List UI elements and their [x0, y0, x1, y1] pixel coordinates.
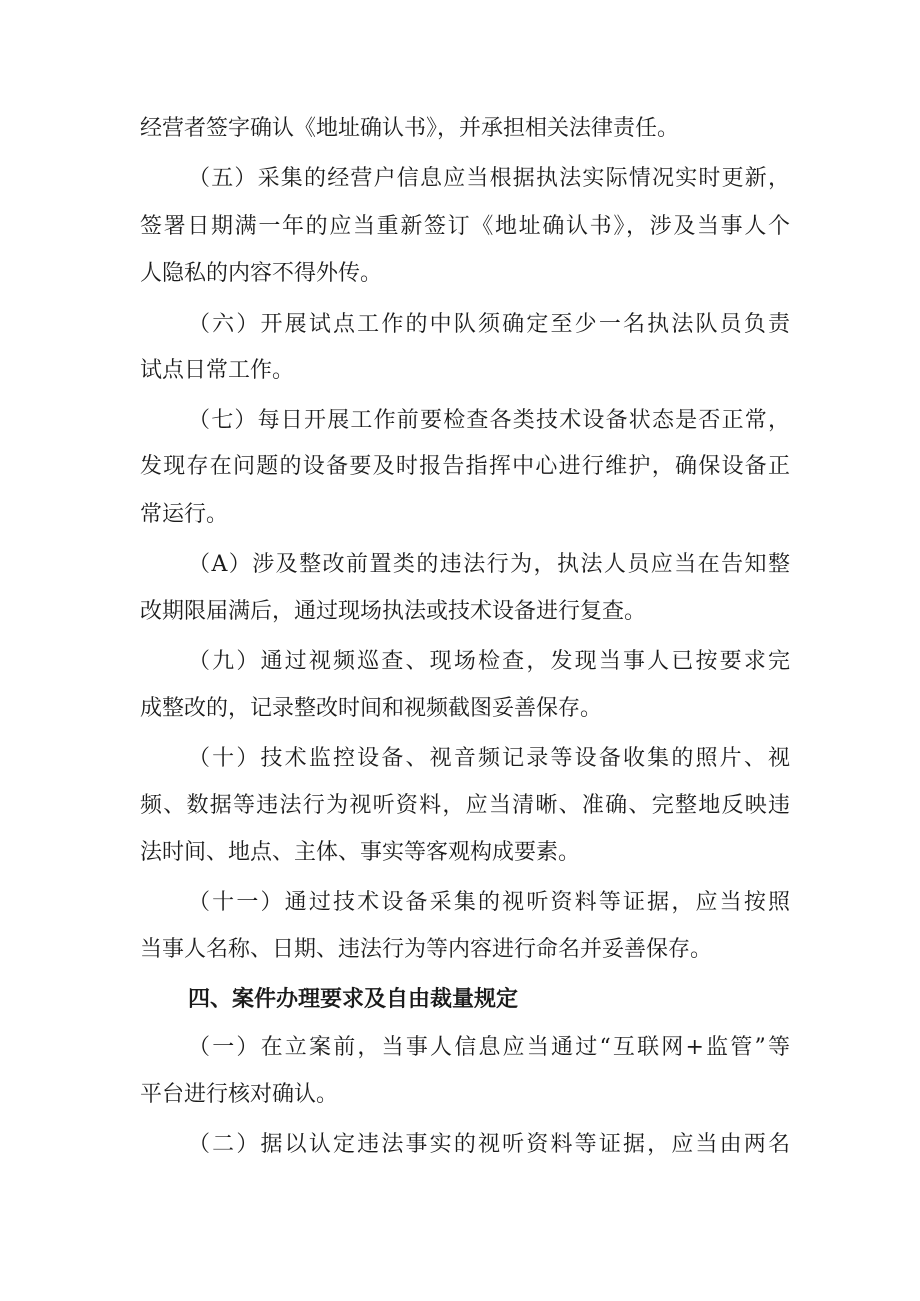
paragraph-9-line-1: （九）通过视频巡查、现场检查，发现当事人已按要求完 [188, 649, 790, 674]
text-line: 签署日期满一年的应当重新签订《地址确认书》，涉及当事人个 [140, 214, 790, 239]
paragraph-7-line-1: （七）每日开展工作前要检查各类技术设备状态是否正常， [188, 408, 790, 433]
text-line: 频、数据等违法行为视听资料，应当清晰、准确、完整地反映违 [140, 793, 790, 818]
paragraph-5-line-1: （五）采集的经营户信息应当根据执法实际情况实时更新， [188, 166, 790, 191]
text-line: 经营者签字确认《地址确认书》，并承担相关法律责任。 [140, 116, 680, 141]
section-4-paragraph-2-line-1: （二）据以认定违法事实的视听资料等证据，应当由两名 [188, 1132, 790, 1157]
paragraph-10-line-1: （十）技术监控设备、视音频记录等设备收集的照片、视 [188, 746, 790, 771]
paragraph-8-line-1: （A）涉及整改前置类的违法行为，执法人员应当在告知整 [188, 552, 790, 577]
text-line: 发现存在问题的设备要及时报告指挥中心进行维护，确保设备正 [140, 454, 790, 479]
text-line: 试点日常工作。 [140, 358, 295, 383]
paragraph-6-line-1: （六）开展试点工作的中队须确定至少一名执法队员负责 [188, 312, 790, 337]
section-heading: 四、案件办理要求及自由裁量规定 [188, 987, 519, 1012]
section-4-paragraph-1-line-1: （一）在立案前，当事人信息应当通过“互联网+监管”等 [188, 1035, 790, 1060]
text-line: 当事人名称、日期、违法行为等内容进行命名并妥善保存。 [140, 937, 713, 962]
text-line: 平台进行核对确认。 [140, 1082, 339, 1107]
text-line: 法时间、地点、主体、事实等客观构成要素。 [140, 840, 581, 865]
text-line: 常运行。 [140, 502, 229, 527]
paragraph-11-line-1: （十一）通过技术设备采集的视听资料等证据，应当按照 [188, 890, 790, 915]
text-line: 改期限届满后，通过现场执法或技术设备进行复查。 [140, 599, 647, 624]
text-line: 成整改的，记录整改时间和视频截图妥善保存。 [140, 696, 603, 721]
text-line: 人隐私的内容不得外传。 [140, 261, 383, 286]
